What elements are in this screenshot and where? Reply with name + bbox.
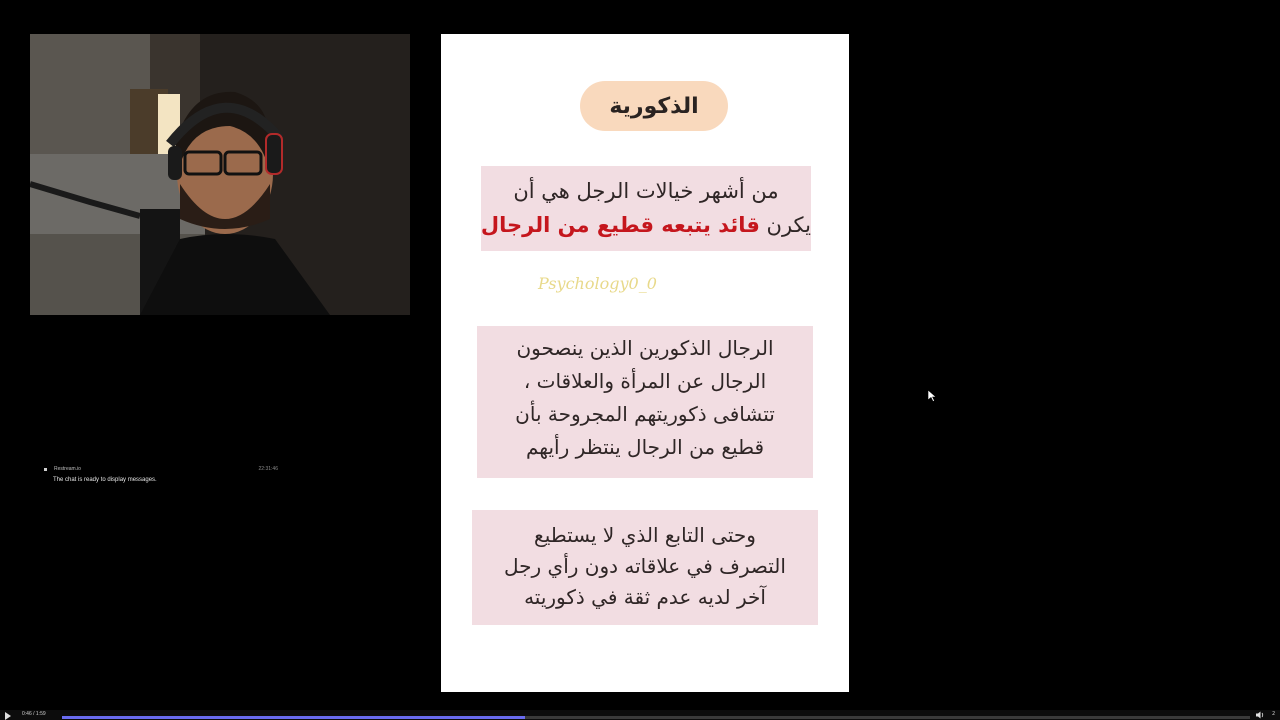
mouse-cursor-icon <box>928 390 938 402</box>
box2-line-1: الرجال الذكورين الذين ينصحون <box>516 336 774 360</box>
volume-icon[interactable] <box>1256 711 1265 719</box>
box1-highlight: قائد يتبعه قطيع من الرجال <box>480 213 760 237</box>
playback-time: 0:46 / 1:59 <box>22 711 46 717</box>
video-player-bar <box>0 710 1280 720</box>
chat-message: The chat is ready to display messages. <box>53 477 157 483</box>
chat-timestamp: 22:31:46 <box>258 466 278 472</box>
box3-line-1: وحتى التابع الذي لا يستطيع <box>534 523 756 547</box>
play-icon[interactable] <box>4 712 12 720</box>
box1-line-2-plain: يكرن <box>766 213 811 237</box>
box1-line-1: من أشهر خيالات الرجل هي أن <box>513 179 779 203</box>
watermark: Psychology0_0 <box>538 274 657 293</box>
quote-box-3 <box>472 510 818 625</box>
quote-box-2 <box>477 326 813 478</box>
box2-line-4: قطيع من الرجال ينتظر رأيهم <box>525 435 765 459</box>
player-more[interactable]: 2 <box>1272 711 1276 717</box>
chat-source-icon <box>44 468 47 471</box>
box3-line-3: آخر لديه عدم ثقة في ذكوريته <box>524 585 766 609</box>
chat-source: Restream.io <box>54 466 81 472</box>
chat-overlay <box>44 464 284 494</box>
story-slide <box>441 34 849 692</box>
progress-fill <box>62 716 525 719</box>
box2-line-2: الرجال عن المرأة والعلاقات ، <box>523 369 767 393</box>
box2-line-3: تتشافى ذكوريتهم المجروحة بأن <box>515 402 775 426</box>
box1-line-2 <box>481 208 811 242</box>
progress-bar[interactable] <box>62 716 1250 719</box>
quote-box-1 <box>481 166 811 251</box>
box3-line-2: التصرف في علاقاته دون رأي رجل <box>504 554 786 578</box>
slide-title: الذكورية <box>580 81 728 131</box>
webcam-feed <box>30 34 410 315</box>
